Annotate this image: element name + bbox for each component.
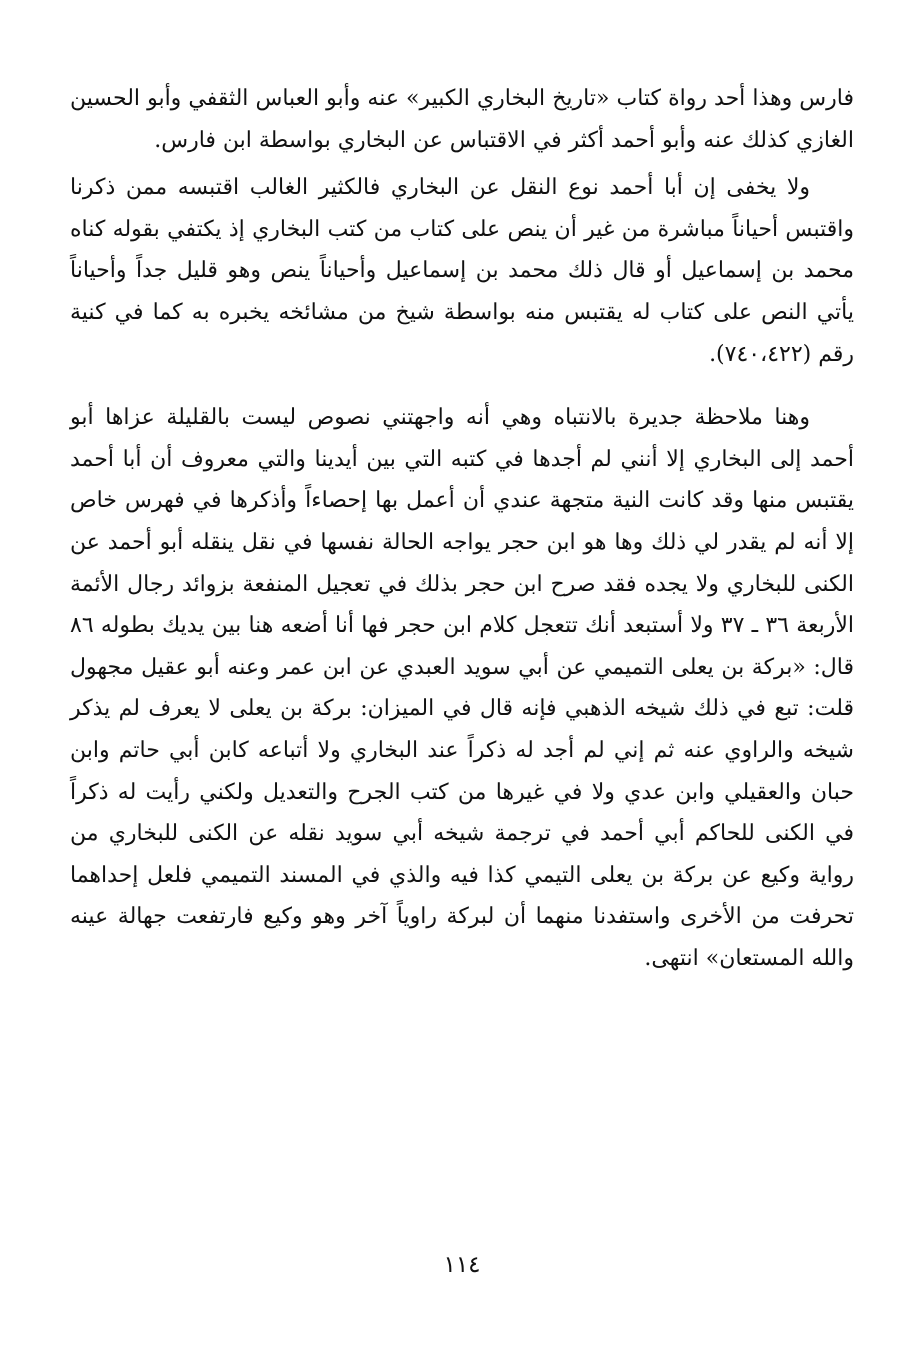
page-body (70, 78, 854, 1278)
paragraph-1: فارس وهذا أحد رواة كتاب «تاريخ البخاري الكبير» عنه وأبو العباس الثقفي وأبو الحسين الغازي كذلك عنه وأبو أحمد أكثر في الاقتباس عن البخاري بواسطة ابن فارس. (70, 86, 854, 153)
paragraph-3: وهنا ملاحظة جديرة بالانتباه وهي أنه واجهتني نصوص ليست بالقليلة عزاها أبو أحمد إلى البخاري إلا أنني لم أجدها في كتبه التي بين أيدينا والتي معروف أن أبا أحمد يقتبس منها وقد كانت النية متجهة عندي أن أعمل بها إحصاءاً وأذكرها في فهرس خاص إلا أنه لم يقدر لي ذلك وها هو ابن حجر يواجه الحالة نفسها في نقل ينقله أبو أحمد عن الكنى للبخاري ولا يجده فقد صرح ابن حجر بذلك في تعجيل المنفعة بزوائد رجال الأئمة الأربعة ٣٦ ـ ٣٧ ولا أستبعد أنك تتعجل كلام ابن حجر فها أنا أضعه هنا بين يديك بطوله ٨٦ قال: «بركة بن يعلى التميمي عن أبي سويد العبدي عن ابن عمر وعنه أبو عقيل مجهول قلت: تبع في ذلك شيخه الذهبي فإنه قال في الميزان: بركة بن يعلى لا يعرف لم يذكر شيخه والراوي عنه ثم إني لم أجد له ذكراً عند البخاري ولا أتباعه كابن أبي حاتم وابن حبان والعقيلي وابن عدي ولا في غيرها من كتب الجرح والتعديل ولكني رأيت له ذكراً في الكنى للحاكم أبي أحمد في ترجمة شيخه أبي سويد نقله عن الكنى للبخاري من رواية وكيع عن بركة بن يعلى التيمي كذا فيه والذي في المسند التميمي فلعل إحداهما تحرفت من الأخرى واستفدنا منهما أن لبركة راوياً آخر وهو وكيع فارتفعت جهالة عينه والله المستعان» انتهى. (70, 405, 855, 971)
paragraph-2: ولا يخفى إن أبا أحمد نوع النقل عن البخاري فالكثير الغالب اقتبسه ممن ذكرنا واقتبس أحياناً مباشرة من غير أن ينص على كتاب من كتب البخاري إذ يكتفي بقوله كناه محمد بن إسماعيل أو قال ذلك محمد بن إسماعيل وأحياناً ينص وهو قليل جداً وأحياناً يأتي النص على كتاب له يقتبس منه بواسطة شيخ من مشائخه يخبره به كما في كنية رقم (٧٤٠،٤٢٢). (70, 175, 854, 367)
page-number: ١١٤ (443, 1252, 481, 1278)
paragraph-spacer (70, 375, 854, 397)
